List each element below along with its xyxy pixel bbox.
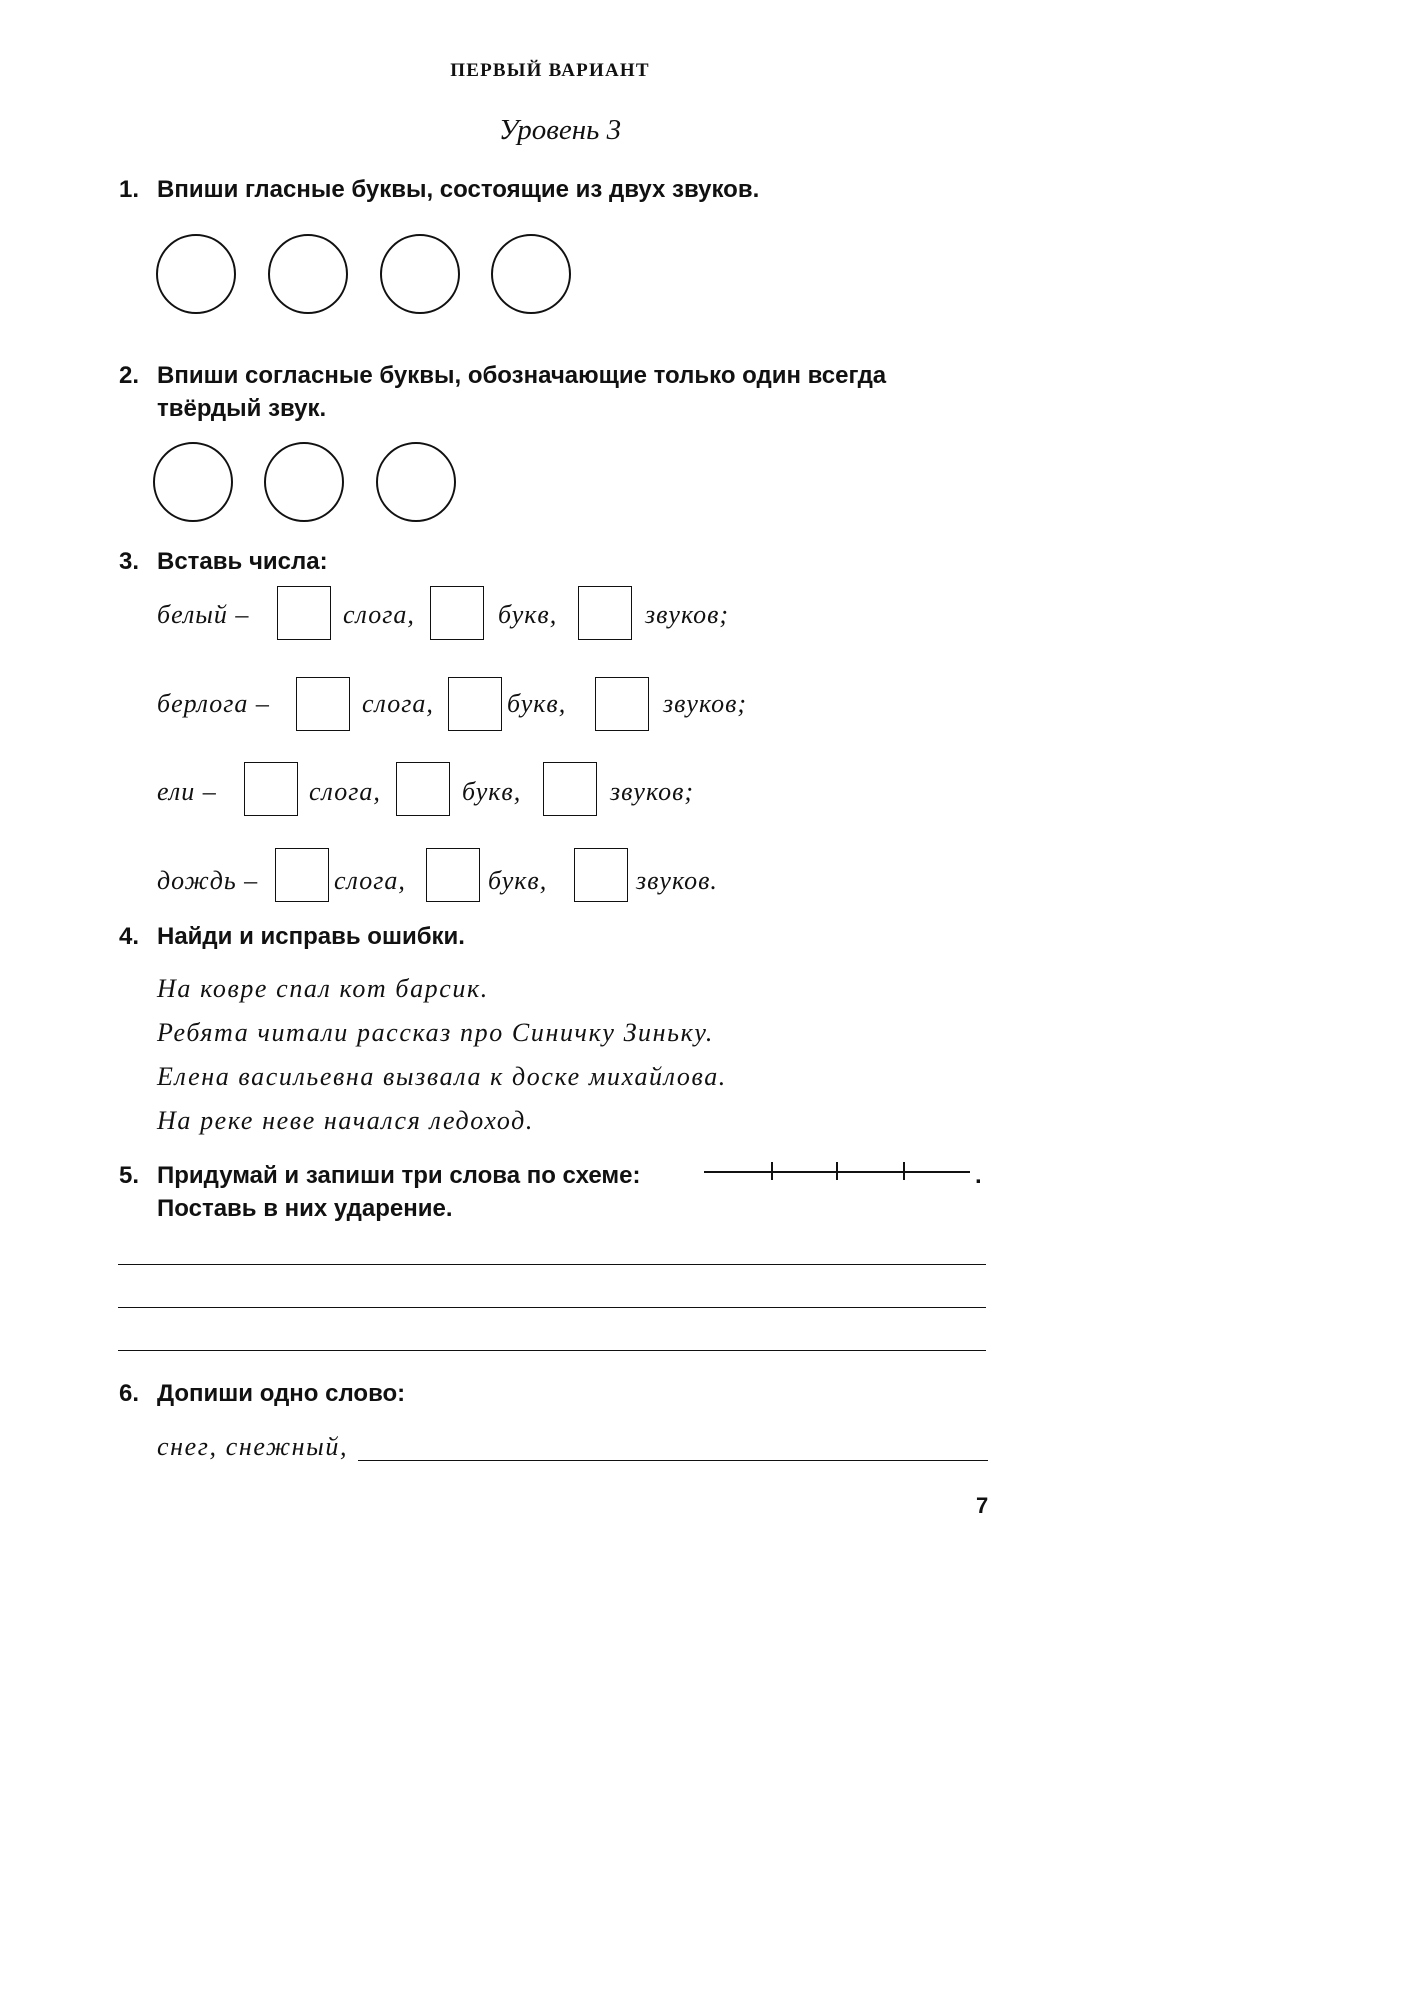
page-number: 7 (976, 1493, 989, 1518)
syllables-label: слога, (343, 600, 415, 629)
task-4-number: 4. (119, 923, 140, 950)
answer-circle[interactable] (376, 442, 456, 522)
level-heading: Уровень 3 (498, 114, 622, 146)
letters-box[interactable] (448, 677, 502, 731)
task-3 (119, 545, 328, 578)
answer-circle[interactable] (264, 442, 344, 522)
task-2-text-line2: твёрдый звук. (157, 395, 327, 422)
letters-box[interactable] (430, 586, 484, 640)
syllables-label: слога, (309, 777, 381, 806)
task-1-text: Впиши гласные буквы, состоящие из двух звуков. (157, 176, 760, 203)
task-2-number: 2. (119, 362, 140, 389)
sounds-label: звуков; (663, 689, 748, 718)
answer-circle[interactable] (156, 234, 236, 314)
answer-circle[interactable] (268, 234, 348, 314)
task-3-text: Вставь числа: (157, 548, 328, 575)
task-2 (119, 359, 886, 425)
task-6-number: 6. (119, 1380, 140, 1407)
answer-line[interactable] (118, 1264, 986, 1265)
syllables-box[interactable] (275, 848, 329, 902)
syllables-label: слога, (362, 689, 434, 718)
task-5-text-line2: Поставь в них ударение. (157, 1195, 453, 1222)
letters-label: букв, (462, 777, 522, 806)
syllables-label: слога, (334, 866, 406, 895)
sounds-label: звуков; (645, 600, 730, 629)
variant-heading: ПЕРВЫЙ ВАРИАНТ (450, 60, 650, 81)
word-label: берлога – (157, 689, 270, 718)
word-prompt: снег, снежный, (157, 1432, 349, 1461)
answer-circle[interactable] (491, 234, 571, 314)
sounds-box[interactable] (574, 848, 628, 902)
word-label: белый – (157, 600, 250, 629)
syllables-box[interactable] (277, 586, 331, 640)
task-5 (119, 1159, 640, 1225)
answer-line[interactable] (118, 1350, 986, 1351)
letters-label: букв, (498, 600, 558, 629)
task-2-text-line1: Впиши согласные буквы, обозначающие только один всегда (157, 362, 887, 389)
task-6 (119, 1377, 405, 1410)
task-5-number: 5. (119, 1162, 140, 1189)
word-label: ели – (157, 777, 217, 806)
sentence: На реке неве начался ледоход. (157, 1106, 534, 1135)
letters-box[interactable] (426, 848, 480, 902)
sounds-box[interactable] (595, 677, 649, 731)
task-4 (119, 920, 465, 953)
sounds-label: звуков; (610, 777, 695, 806)
letters-box[interactable] (396, 762, 450, 816)
sentence: Ребята читали рассказ про Синичку Зиньку. (157, 1018, 714, 1047)
answer-line[interactable] (358, 1460, 988, 1461)
task-4-text: Найди и исправь ошибки. (157, 923, 465, 950)
task-1 (119, 173, 759, 206)
task-6-text: Допиши одно слово: (157, 1380, 406, 1407)
letters-label: букв, (507, 689, 567, 718)
answer-line[interactable] (118, 1307, 986, 1308)
answer-circle[interactable] (380, 234, 460, 314)
task-3-number: 3. (119, 548, 140, 575)
syllable-scheme-icon (702, 1160, 974, 1184)
word-label: дождь – (157, 866, 259, 895)
task-1-number: 1. (119, 176, 140, 203)
letters-label: букв, (488, 866, 548, 895)
sounds-box[interactable] (578, 586, 632, 640)
task-5-text-line1: Придумай и запиши три слова по схеме: (157, 1162, 641, 1189)
syllables-box[interactable] (296, 677, 350, 731)
syllables-box[interactable] (244, 762, 298, 816)
sentence: Елена васильевна вызвала к доске михайлова. (157, 1062, 727, 1091)
sentence: На ковре спал кот барсик. (157, 974, 489, 1003)
answer-circle[interactable] (153, 442, 233, 522)
scheme-period: . (975, 1162, 982, 1189)
sounds-label: звуков. (636, 866, 718, 895)
sounds-box[interactable] (543, 762, 597, 816)
